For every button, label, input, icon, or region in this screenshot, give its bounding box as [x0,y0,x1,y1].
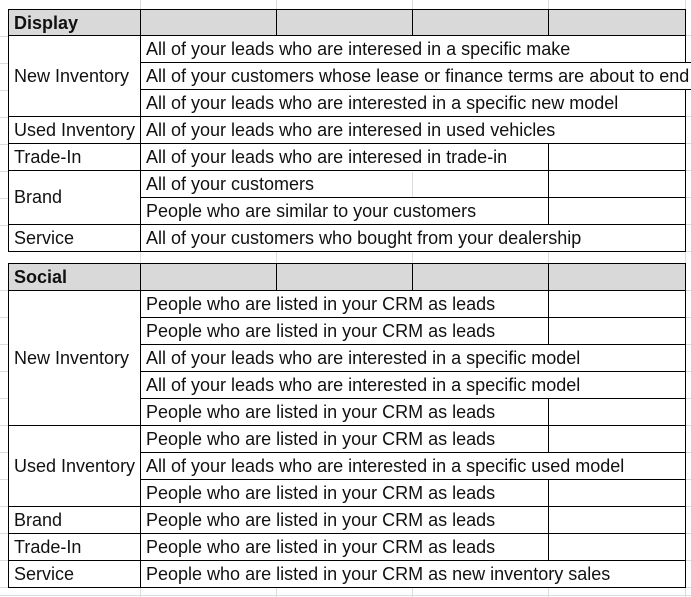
empty-cell[interactable] [549,144,686,171]
empty-cell[interactable] [549,507,686,534]
description-cell[interactable]: All of your leads who are interested in a specific used model [141,453,686,480]
sliver-cell [686,534,691,561]
empty-cell[interactable] [549,399,686,426]
sliver-cell [686,507,691,534]
sliver-cell [686,171,691,198]
empty-cell[interactable] [549,198,686,225]
description-cell[interactable]: People who are listed in your CRM as leads [141,291,549,318]
gridline [140,252,141,263]
label-cell-trade-in[interactable]: Trade-In [9,144,141,171]
social-section [8,263,691,588]
empty-cell[interactable] [549,171,686,198]
header-empty-cell[interactable] [549,263,686,291]
gridline [685,0,686,9]
gridline [548,252,549,263]
gridline [276,252,277,263]
sliver-cell [686,263,691,291]
description-cell[interactable]: All of your leads who are interesed in a specific make [141,36,686,63]
description-cell[interactable]: All of your customers whose lease or finance terms are about to end [141,63,691,90]
description-cell[interactable]: All of your leads who are interested in a specific model [141,345,686,372]
sliver-cell [686,291,691,318]
gridline [412,172,413,197]
description-cell[interactable]: All of your leads who are interesed in used vehicles [141,117,686,144]
description-cell[interactable]: People who are listed in your CRM as leads [141,480,549,507]
label-cell-used-inventory[interactable]: Used Inventory [9,117,141,144]
label-cell-brand[interactable]: Brand [9,171,141,225]
header-empty-cell[interactable] [277,263,413,291]
sliver-cell [686,318,691,345]
gridline [276,0,277,9]
sliver-cell [686,9,691,36]
header-empty-cell[interactable] [141,263,277,291]
empty-cell[interactable] [549,318,686,345]
description-cell[interactable]: All of your leads who are interested in a specific new model [141,90,686,117]
label-cell-trade-in[interactable]: Trade-In [9,534,141,561]
empty-cell[interactable] [549,480,686,507]
sliver-cell [686,345,691,372]
description-cell[interactable]: All of your leads who are interesed in trade-in [141,144,549,171]
gridline [548,0,549,9]
header-empty-cell[interactable] [549,9,686,36]
gridline [685,252,686,263]
description-cell[interactable]: People who are listed in your CRM as leads [141,534,549,561]
label-cell-used-inventory[interactable]: Used Inventory [9,426,141,507]
sliver-cell [686,453,691,480]
sliver-cell [686,561,691,588]
empty-cell[interactable] [549,426,686,453]
label-cell-new-inventory[interactable]: New Inventory [9,36,141,117]
label-cell-service[interactable]: Service [9,225,141,252]
sliver-cell [686,117,691,144]
description-cell[interactable]: People who are listed in your CRM as leads [141,507,549,534]
description-cell[interactable]: People who are listed in your CRM as leads [141,399,549,426]
row-gridline-sliver [0,10,8,252]
row-gridline-sliver [0,264,8,588]
sliver-cell [686,426,691,453]
gridline [412,0,413,9]
sliver-cell [686,399,691,426]
description-cell[interactable]: People who are listed in your CRM as leads [141,318,549,345]
section-header-cell[interactable]: Display [9,9,141,36]
description-cell[interactable]: People who are listed in your CRM as leads [141,426,549,453]
display-section [8,9,691,252]
sliver-cell [686,480,691,507]
description-cell[interactable]: People who are listed in your CRM as new inventory sales [141,561,686,588]
sliver-cell [686,144,691,171]
label-cell-new-inventory[interactable]: New Inventory [9,291,141,426]
header-empty-cell[interactable] [277,9,413,36]
empty-cell[interactable] [549,291,686,318]
description-cell[interactable]: People who are similar to your customers [141,198,549,225]
description-cell[interactable]: All of your customers [141,171,549,198]
gridline [140,0,141,9]
gridline [412,252,413,263]
empty-cell[interactable] [549,534,686,561]
sliver-cell [686,225,691,252]
sliver-cell [686,90,691,117]
label-cell-brand[interactable]: Brand [9,507,141,534]
label-cell-service[interactable]: Service [9,561,141,588]
sliver-cell [686,198,691,225]
description-cell[interactable]: All of your customers who bought from your dealership [141,225,686,252]
gridline [0,595,691,596]
description-cell[interactable]: All of your leads who are interested in a specific model [141,372,686,399]
header-empty-cell[interactable] [141,9,277,36]
header-empty-cell[interactable] [413,263,549,291]
sliver-cell [686,36,691,63]
header-empty-cell[interactable] [413,9,549,36]
section-header-cell[interactable]: Social [9,263,141,291]
sliver-cell [686,372,691,399]
